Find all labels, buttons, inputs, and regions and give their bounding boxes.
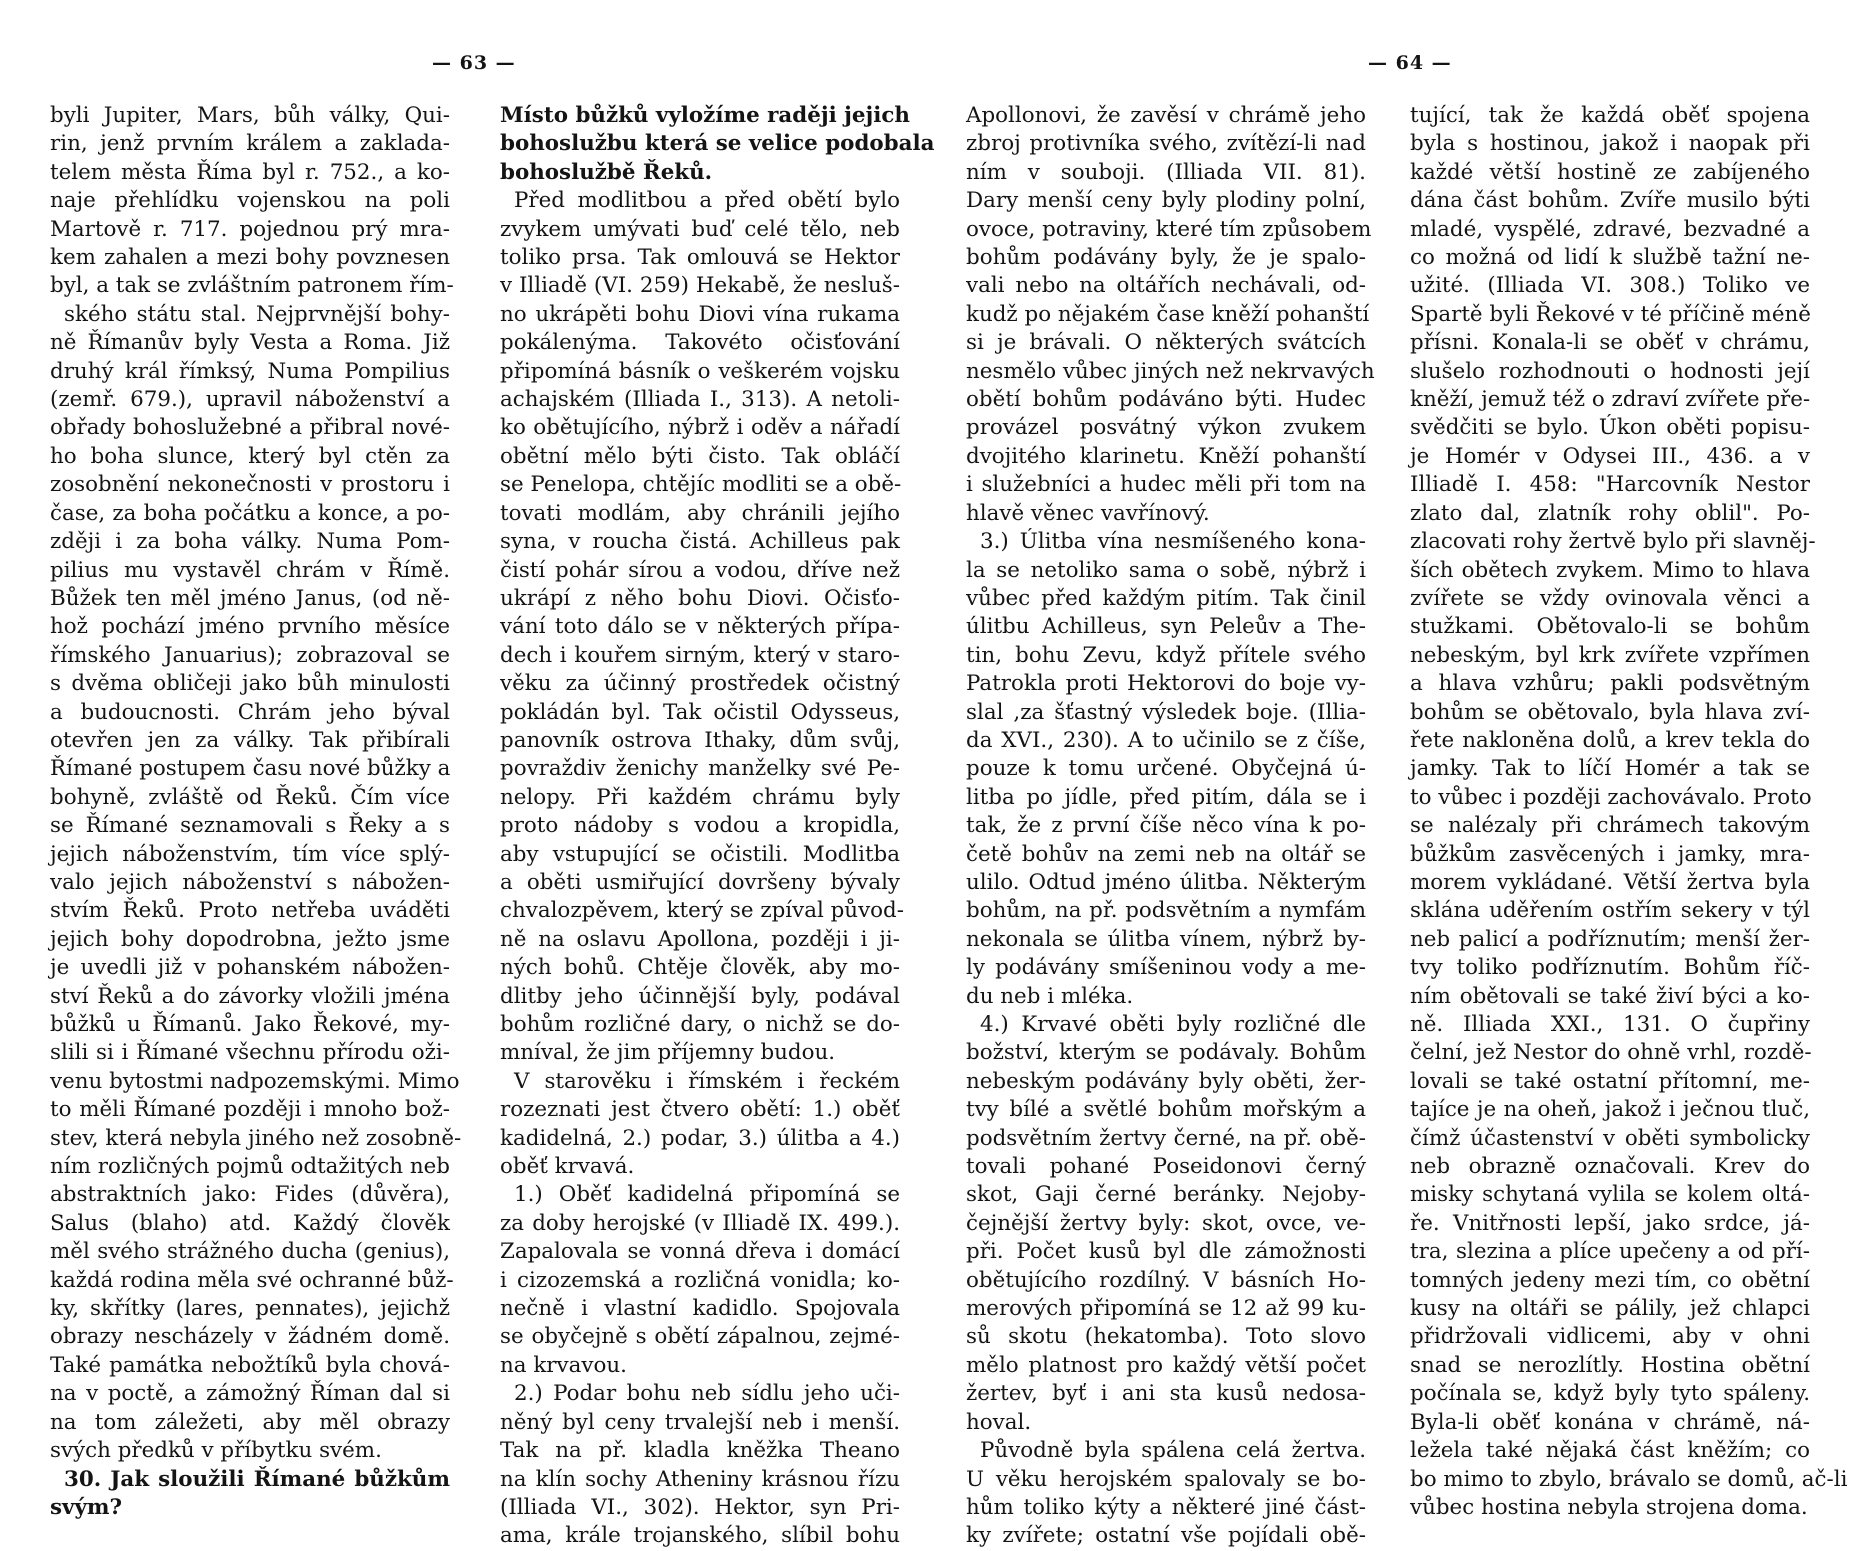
text-line: četě bohův na zemi neb na oltář se	[966, 841, 1366, 867]
text-line: skot, Gaji černé beránky. Nejoby-	[966, 1182, 1366, 1208]
text-column-right	[500, 102, 935, 1551]
text-line: byl, a tak se zvláštním patronem řím-	[50, 273, 454, 299]
text-line: nesmělo vůbec jiných než nekrvavých	[966, 358, 1375, 384]
text-line: vání toto dálo se v některých přípa-	[500, 614, 900, 640]
text-line: přísni. Konala-li se oběť v chrámu,	[1410, 330, 1810, 356]
text-line: ulilo. Odtud jméno úlitba. Některým	[966, 869, 1366, 895]
text-line: ovoce, potraviny, které tím způsobem	[966, 216, 1372, 242]
text-line: co možná od lidí k službě tažní ne-	[1410, 245, 1810, 271]
text-line: žertev, byť i ani sta kusů nedosa-	[966, 1381, 1366, 1407]
text-line: stvím Řeků. Proto netřeba uváděti	[50, 898, 450, 924]
text-line: bohům se obětovalo, byla hlava zví-	[1410, 699, 1810, 725]
text-line: stužkami. Obětovalo-li se bohům	[1410, 614, 1810, 640]
text-line: něný byl ceny trvalejší neb i menší.	[500, 1409, 900, 1435]
page-number: — 63 —	[432, 52, 516, 74]
text-line: kadidelná, 2.) podar, 3.) úlitba a 4.)	[500, 1125, 900, 1151]
text-line: božství, kterým se podávaly. Bohům	[966, 1040, 1366, 1066]
text-line: je uvedli již v pohanském nábožen-	[50, 955, 450, 981]
text-line: Martově r. 717. pojednou prý mra-	[50, 216, 450, 242]
text-line: hoval.	[966, 1409, 1032, 1435]
text-line: chvalozpěvem, který se zpíval původ-	[500, 898, 904, 924]
text-line: Tak na př. kladla kněžka Theano	[500, 1438, 900, 1464]
text-line: tin, bohu Zevu, když přítele svého	[966, 642, 1366, 668]
text-column-right	[1410, 102, 1848, 1522]
text-line: Apollonovi, že zavěsí v chrámě jeho	[966, 103, 1366, 128]
text-line: vůbec hostina nebyla strojena doma.	[1410, 1494, 1808, 1520]
text-line: kněží, jemuž též o zdraví zvířete pře-	[1410, 387, 1811, 413]
right-page	[926, 0, 1852, 1549]
text-line: dvojitého klarinetu. Kněží pohanští	[966, 443, 1366, 469]
text-line: přidržovali vidlicemi, aby v ohni	[1410, 1324, 1810, 1350]
text-line: 2.) Podar bohu neb sídlu jeho uči-	[514, 1381, 900, 1407]
text-line: oběť krvavá.	[500, 1154, 635, 1180]
text-line: svým?	[50, 1494, 123, 1520]
text-line: morem vykládané. Větší žertva byla	[1410, 869, 1810, 895]
text-line: zvířete se vždy ovinovala věnci a	[1410, 585, 1810, 611]
text-line: Římané postupem času nové bůžky a	[50, 756, 451, 782]
text-line: ho boha slunce, který byl ctěn za	[50, 443, 450, 469]
text-line: ně na oslavu Apollona, později i ji-	[500, 926, 900, 952]
text-line: slušelo rozhodnouti o hodnosti její	[1410, 358, 1810, 384]
text-line: povraždiv ženichy manželky své Pe-	[500, 756, 900, 782]
text-line: tra, slezina a plíce upečeny a od pří-	[1410, 1239, 1810, 1265]
page-number: — 64 —	[1368, 52, 1452, 74]
text-line: misky schytaná vylila se kolem oltá-	[1410, 1182, 1810, 1208]
text-line: venu bytostmi nadpozemskými. Mimo	[50, 1068, 460, 1094]
text-line: počínala se, když byly tyto spáleny.	[1410, 1381, 1810, 1407]
text-line: a budoucnosti. Chrám jeho býval	[50, 699, 450, 725]
text-line: obrazy nescházely v žádném domě.	[50, 1324, 450, 1350]
text-line: se obyčejně s obětí zápalnou, zejmé-	[500, 1324, 900, 1350]
text-line: panovník ostrova Ithaky, dům svůj,	[500, 727, 900, 753]
text-line: zlacovati rohy žertvě bylo při slavněj-	[1410, 529, 1816, 555]
text-line: na v poctě, a zámožný Říman dal si	[50, 1381, 450, 1407]
text-line: sů skotu (hekatomba). Toto slovo	[966, 1324, 1366, 1350]
text-line: řete nakloněna dolů, a krev tekla do	[1410, 727, 1810, 753]
text-line: naje přehlídku vojenskou na poli	[50, 188, 450, 214]
text-line: ského státu stal. Nejprvnější bohy-	[64, 301, 450, 327]
text-line: čímž účastenství v oběti symbolicky	[1410, 1125, 1810, 1151]
text-line: V starověku i římském i řeckém	[514, 1068, 900, 1094]
text-line: dána část bohům. Zvíře musilo býti	[1410, 188, 1810, 214]
text-line: sklána uděřením ostřím sekery v týl	[1410, 898, 1810, 924]
text-line: mladé, vyspělé, zdravé, bezvadné a	[1410, 216, 1810, 242]
text-line: každá rodina měla své ochranné bůž-	[50, 1267, 454, 1293]
text-line: mníval, že jim příjemny budou.	[500, 1040, 836, 1066]
text-line: to vůbec i později zachovávalo. Proto	[1410, 784, 1812, 810]
text-line: bohoslužbě Řeků.	[500, 159, 713, 185]
text-line: bohům, na př. podsvětním a nymfám	[966, 898, 1366, 924]
text-line: tovali pohané Poseidonovi černý	[966, 1154, 1366, 1180]
text-line: kem zahalen a mezi bohy povznesen	[50, 245, 450, 271]
text-line: mělo platnost pro každý větší počet	[966, 1352, 1366, 1378]
text-line: Také památka nebožtíků byla chová-	[50, 1352, 450, 1378]
text-line: ním rozličných pojmů odtažitých neb	[50, 1154, 450, 1180]
text-line: achajském (Illiada I., 313). A netoli-	[500, 387, 900, 413]
text-line: Spartě byli Řekové v té příčině méně	[1410, 301, 1811, 327]
text-line: toliko prsa. Tak omlouvá se Hektor	[500, 245, 900, 271]
text-line: nelopy. Při každém chrámu byly	[500, 784, 900, 810]
text-line: zvykem umývati buď celé tělo, neb	[500, 216, 900, 242]
text-line: lovali se také ostatní přítomní, me-	[1410, 1068, 1810, 1094]
text-line: Původně byla spálena celá žertva.	[980, 1438, 1366, 1464]
text-line: bo mimo to zbylo, brávalo se domů, ač-li	[1410, 1466, 1848, 1492]
text-line: na tom záležeti, aby měl obrazy	[50, 1409, 450, 1435]
text-line: na krvavou.	[500, 1352, 627, 1378]
text-line: a oběti usmiřující dovršeny bývaly	[500, 869, 900, 895]
text-line: ně Římanův byly Vesta a Roma. Již	[50, 330, 450, 356]
text-line: měl svého strážného ducha (genius),	[50, 1239, 450, 1265]
text-line: neb obrazně označovali. Krev do	[1410, 1154, 1810, 1180]
text-line: úlitbu Achilleus, syn Peleův a The-	[966, 614, 1366, 640]
text-line: ním obětovali se také živí býci a ko-	[1410, 983, 1810, 1009]
text-line: ře. Vnitřnosti lepší, jako srdce, já-	[1410, 1210, 1810, 1236]
text-line: při. Počet kusů byl dle zámožnosti	[966, 1239, 1366, 1265]
text-line: merových připomíná se 12 až 99 ku-	[966, 1296, 1366, 1322]
text-line: bůžků u Římanů. Jako Řekové, my-	[50, 1012, 450, 1037]
text-line: no ukrápěti bohu Diovi vína rukama	[500, 301, 900, 327]
text-line: i služebníci a hudec měli při tom na	[966, 472, 1366, 498]
text-line: obětujícího rozdílný. V básních Ho-	[966, 1267, 1366, 1293]
text-line: vali nebo na oltářích nechávali, od-	[966, 273, 1366, 299]
text-line: Místo bůžků vyložíme raději jejich	[500, 103, 910, 128]
text-line: byla s hostinou, jakož i naopak při	[1410, 131, 1810, 157]
text-line: neb palicí a podříznutím; menší žer-	[1410, 926, 1810, 952]
text-line: rozeznati jest čtvero obětí: 1.) oběť	[500, 1097, 900, 1123]
text-line: nečně i vlastní kadidlo. Spojovala	[500, 1296, 900, 1322]
text-line: ky, skřítky (lares, pennates), jejichž	[50, 1296, 450, 1322]
text-column-left	[966, 102, 1375, 1551]
text-line: si je brávali. O některých svátcích	[966, 330, 1366, 356]
text-line: Bůžek ten měl jméno Janus, (od ně-	[50, 585, 450, 611]
text-line: U věku herojském spalovaly se bo-	[966, 1466, 1366, 1492]
text-line: jejich náboženstvím, tím více splý-	[50, 841, 450, 867]
text-line: proto nádoby s vodou a kropidla,	[500, 813, 900, 839]
text-line: dlitby jeho účinnější byly, podával	[500, 983, 900, 1009]
text-line: každé větší hostině ze zabíjeného	[1410, 159, 1810, 185]
text-line: slili si i Římané všechnu přírodu oži-	[50, 1040, 450, 1066]
text-line: telem města Říma byl r. 752., a ko-	[50, 159, 450, 185]
text-line: se nalézaly při chrámech takovým	[1410, 813, 1810, 839]
text-line: provázel posvátný výkon zvukem	[966, 415, 1366, 441]
text-line: nebeským podávány byly oběti, žer-	[966, 1068, 1366, 1094]
text-line: du neb i mléka.	[966, 983, 1134, 1009]
text-line: syna, v roucha čistá. Achilleus pak	[500, 529, 900, 555]
text-line: da XVI., 230). A to učinilo se z číše,	[966, 727, 1366, 753]
text-line: la se netoliko sama o sobě, nýbrž i	[966, 557, 1366, 583]
text-line: litba po jídle, před pitím, dála se i	[966, 784, 1366, 810]
text-line: slal ,za šťastný výsledek boje. (Illia-	[966, 699, 1366, 725]
text-line: ších obětech zvykem. Mimo to hlava	[1410, 557, 1810, 583]
text-line: bůžkům zasvěcených i jamky, mra-	[1410, 841, 1810, 867]
text-line: ukrápí z něho bohu Diovi. Očisťo-	[500, 585, 900, 611]
text-line: zději i za boha války. Numa Pom-	[50, 529, 450, 555]
text-line: bohyně, zvláště od Řeků. Čím více	[50, 784, 450, 810]
text-line: ama, krále trojanského, slíbil bohu	[500, 1523, 900, 1549]
text-line: je Homér v Odysei III., 436. a v	[1410, 443, 1810, 469]
text-line: tovati modlám, aby chránili jejího	[500, 500, 900, 526]
text-line: se Římané seznamovali s Řeky a s	[50, 813, 450, 839]
text-line: 30. Jak sloužili Římané bůžkům	[64, 1466, 450, 1492]
text-line: s dvěma obličeji jako bůh minulosti	[50, 671, 450, 697]
text-line: obětní mělo býti čisto. Tak obláčí	[500, 443, 900, 469]
text-line: tomných jedeny mezi tím, co obětní	[1410, 1267, 1810, 1293]
text-line: pouze k tomu určené. Obyčejná ú-	[966, 756, 1366, 782]
text-line: svědčiti se bylo. Úkon oběti popisu-	[1410, 415, 1810, 441]
text-line: Patrokla proti Hektorovi do boje vy-	[966, 671, 1366, 697]
text-line: otevřen jen za války. Tak přibírali	[50, 727, 450, 753]
text-line: ně. Illiada XXI., 131. O čupřiny	[1410, 1012, 1810, 1037]
text-line: římského Januarius); zobrazoval se	[50, 642, 450, 668]
text-line: 1.) Oběť kadidelná připomíná se	[514, 1182, 900, 1208]
text-line: Illiadě I. 458: "Harcovník Nestor	[1410, 472, 1810, 498]
text-line: ním v souboji. (Illiada VII. 81).	[966, 159, 1366, 185]
text-line: Salus (blaho) atd. Každý člověk	[50, 1210, 450, 1236]
text-line: druhý král římksý, Numa Pompilius	[50, 358, 450, 384]
text-line: věku za účinný prostředek očistný	[500, 671, 900, 697]
text-line: valo jejich náboženství s nábožen-	[50, 869, 450, 895]
text-line: nekonala se úlitba vínem, nýbrž by-	[966, 926, 1366, 952]
text-line: ství Řeků a do závorky vložili jména	[50, 983, 450, 1009]
text-line: pilius mu vystavěl chrám v Římě.	[50, 557, 450, 583]
text-line: tvy toliko podříznutím. Bohům říč-	[1410, 955, 1810, 981]
text-line: Před modlitbou a před obětí bylo	[514, 188, 900, 214]
text-line: bohoslužbu která se velice podobala	[500, 131, 935, 157]
text-line: tvy bílé a světlé bohům mořským a	[966, 1097, 1366, 1123]
text-line: tující, tak že každá oběť spojena	[1410, 103, 1810, 128]
text-line: Zapalovala se vonná dřeva i domácí	[500, 1239, 900, 1265]
text-line: ných bohů. Chtěje člověk, aby mo-	[500, 955, 900, 981]
text-line: Dary menší ceny byly plodiny polní,	[966, 188, 1366, 214]
text-line: ky zvířete; ostatní vše pojídali obě-	[966, 1523, 1366, 1549]
text-line: připomíná básník o veškerém vojsku	[500, 358, 900, 384]
text-line: tak, že z první číše něco vína k po-	[966, 813, 1366, 839]
text-line: vůbec před každým pitím. Tak činil	[966, 585, 1366, 611]
text-line: obětí bohům podáváno býti. Hudec	[966, 387, 1366, 413]
text-line: kusy na oltáři se pálily, jež chlapci	[1410, 1296, 1810, 1322]
text-line: aby vstupující se očistili. Modlitba	[500, 841, 900, 867]
text-line: ly podávány smíšeninou vody a me-	[966, 955, 1366, 981]
text-line: obřady bohoslužebné a přibral nové-	[50, 415, 450, 441]
text-line: na klín sochy Atheniny krásnou řízu	[500, 1466, 900, 1492]
text-line: 4.) Krvavé oběti byly rozličné dle	[980, 1012, 1366, 1037]
text-line: pokálenýma. Takovéto očisťování	[500, 330, 900, 356]
text-line: stev, která nebyla jiného než zosobně-	[50, 1125, 462, 1151]
text-line: snad se nerozlítly. Hostina obětní	[1410, 1352, 1810, 1378]
text-line: abstraktních jako: Fides (důvěra),	[50, 1182, 450, 1208]
text-line: jamky. Tak to líčí Homér a tak se	[1410, 756, 1810, 782]
text-line: pokládán byl. Tak očistil Odysseus,	[500, 699, 900, 725]
text-line: zbroj protivníka svého, zvítězí-li nad	[966, 131, 1366, 157]
text-line: to měli Římané později i mnoho bož-	[50, 1097, 450, 1123]
text-line: (Illiada VI., 302). Hektor, syn Pri-	[500, 1494, 900, 1520]
text-line: bohům rozličné dary, o nichž se do-	[500, 1012, 900, 1037]
text-line: zosobnění nekonečnosti v prostoru i	[50, 472, 450, 498]
text-line: ležela také nějaká část kněžím; co	[1410, 1438, 1810, 1464]
text-line: a hlava vzhůru; pakli podsvětným	[1410, 671, 1810, 697]
text-line: hož pochází jméno prvního měsíce	[50, 614, 450, 640]
text-line: hlavě věnec vavřínový.	[966, 500, 1210, 526]
text-line: v Illiadě (VI. 259) Hekabě, že nesluš-	[500, 273, 900, 299]
text-line: tajíce je na oheň, jakož i ječnou tluč,	[1410, 1097, 1810, 1123]
text-line: dech i kouřem sirným, který v staro-	[500, 642, 900, 668]
text-line: za doby herojské (v Illiadě IX. 499.).	[500, 1210, 900, 1236]
text-line: i cizozemská a rozličná vonidla; ko-	[500, 1267, 900, 1293]
text-line: čelní, jež Nestor do ohně vrhl, rozdě-	[1410, 1040, 1812, 1066]
text-line: se Penelopa, chtějíc modliti se a obě-	[500, 472, 902, 498]
text-line: (zemř. 679.), upravil náboženství a	[50, 387, 450, 413]
text-line: čejnější žertvy byly: skot, ovce, ve-	[966, 1210, 1366, 1236]
text-line: hům toliko kýty a některé jiné část-	[966, 1494, 1366, 1520]
text-line: užité. (Illiada VI. 308.) Toliko ve	[1410, 273, 1810, 299]
text-line: podsvětním žertvy černé, na př. obě-	[966, 1125, 1366, 1151]
text-line: čase, za boha počátku a konce, a po-	[50, 500, 450, 526]
text-line: kudž po nějakém čase kněží pohanští	[966, 301, 1370, 327]
text-line: byli Jupiter, Mars, bůh války, Qui-	[50, 103, 450, 128]
text-line: ko obětujícího, nýbrž i oděv a nářadí	[500, 415, 900, 441]
text-column-left	[50, 102, 462, 1522]
text-line: čistí pohár sírou a vodou, dříve než	[500, 557, 900, 583]
text-line: jejich bohy dopodrobna, ježto jsme	[50, 926, 450, 952]
text-line: svých předků v příbytku svém.	[50, 1438, 382, 1464]
text-line: zlato dal, zlatník rohy oblil". Po-	[1410, 500, 1810, 526]
text-line: Byla-li oběť konána v chrámě, ná-	[1410, 1409, 1810, 1435]
text-line: 3.) Úlitba vína nesmíšeného kona-	[980, 529, 1366, 555]
text-line: nebeským, byl krk zvířete vzpřímen	[1410, 642, 1810, 668]
text-line: bohům podávány byly, že je spalo-	[966, 245, 1366, 271]
text-line: rin, jenž prvním králem a zaklada-	[50, 131, 450, 157]
